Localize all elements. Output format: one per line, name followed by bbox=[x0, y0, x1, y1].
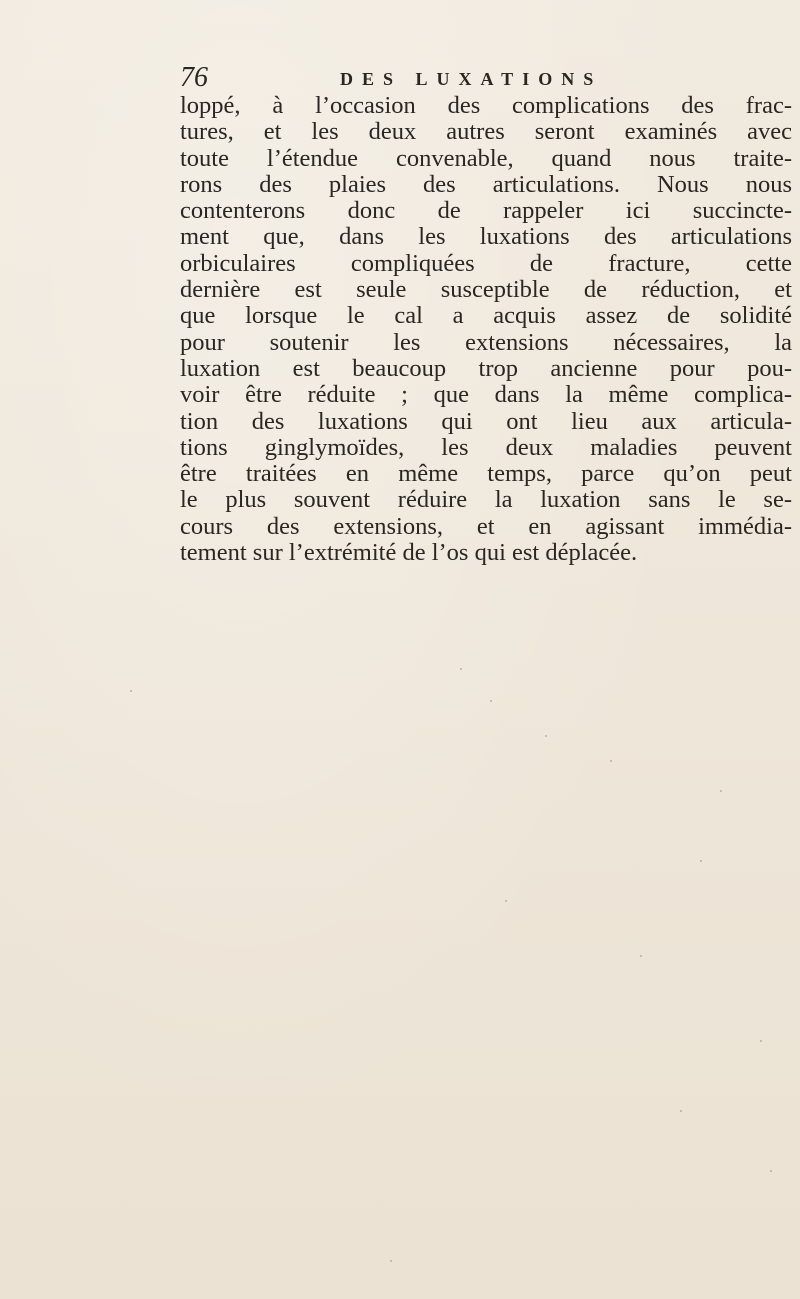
paper-speck bbox=[770, 1170, 772, 1172]
text-line: loppé, à l’occasion des complications des frac- bbox=[180, 92, 792, 119]
text-line: le plus souvent réduire la luxation sans le se- bbox=[180, 486, 792, 514]
running-title: DES LUXATIONS bbox=[340, 69, 603, 89]
text-line: tion des luxations qui ont lieu aux articula- bbox=[180, 407, 792, 435]
paper-speck bbox=[640, 955, 642, 957]
text-line: que lorsque le cal a acquis assez de solidité bbox=[180, 302, 792, 330]
page-number: 76 bbox=[180, 62, 208, 93]
text-line: luxation est beaucoup trop ancienne pour pou- bbox=[180, 354, 792, 382]
paper-speck bbox=[700, 860, 702, 862]
text-line: rons des plaies des articulations. Nous nous bbox=[180, 170, 792, 198]
running-head bbox=[180, 62, 780, 94]
paper-speck bbox=[490, 700, 492, 702]
body-paragraph bbox=[180, 93, 800, 566]
paper-speck bbox=[545, 735, 547, 737]
text-line: tions ginglymoïdes, les deux maladies peuvent bbox=[180, 433, 792, 461]
text-line: pour soutenir les extensions nécessaires, la bbox=[180, 328, 792, 356]
text-line: dernière est seule susceptible de réduction, et bbox=[180, 276, 792, 304]
text-line: voir être réduite ; que dans la même complica- bbox=[180, 381, 792, 409]
paper-speck bbox=[610, 760, 612, 762]
text-line: toute l’étendue convenable, quand nous traite- bbox=[180, 144, 792, 172]
paper-speck bbox=[680, 1110, 682, 1112]
paper-speck bbox=[130, 690, 132, 692]
text-line: contenterons donc de rappeler ici succincte- bbox=[180, 197, 792, 225]
paper-speck bbox=[760, 1040, 762, 1042]
text-line: tement sur l’extrémité de l’os qui est déplacée. bbox=[180, 539, 638, 567]
text-line: tures, et les deux autres seront examinés avec bbox=[180, 118, 792, 146]
text-line: ment que, dans les luxations des articulations bbox=[180, 223, 792, 251]
paper-speck bbox=[390, 1260, 392, 1262]
paper-speck bbox=[505, 900, 507, 902]
paper-speck bbox=[460, 668, 462, 670]
paper-speck bbox=[720, 790, 722, 792]
text-line: cours des extensions, et en agissant immédia- bbox=[180, 512, 792, 540]
text-line: orbiculaires compliquées de fracture, cette bbox=[180, 249, 792, 277]
text-line: être traitées en même temps, parce qu’on peut bbox=[180, 460, 792, 488]
